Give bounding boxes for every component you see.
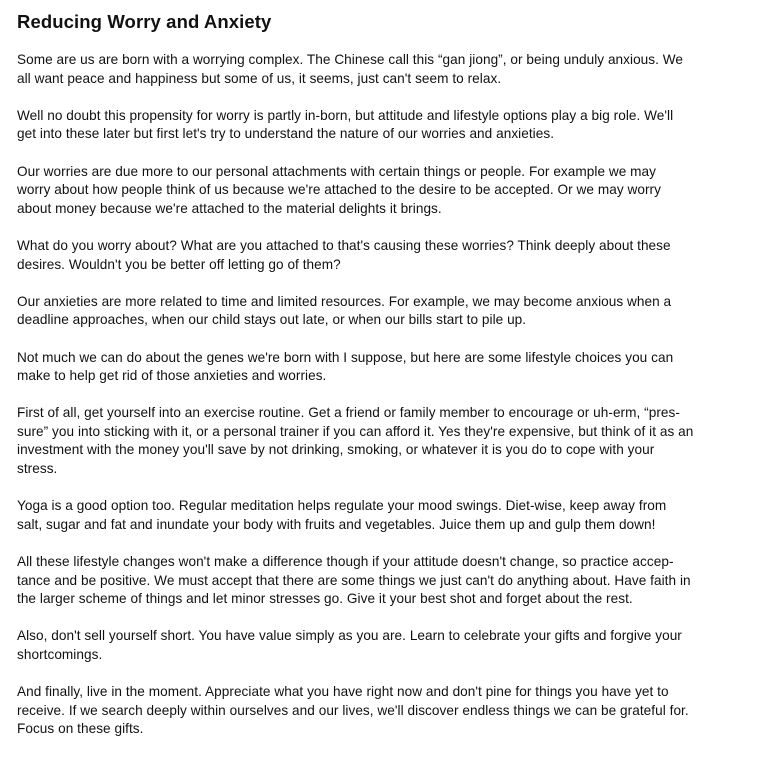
- paragraph-line: stress.: [17, 461, 58, 477]
- paragraph-line: All these lifestyle changes won't make a difference though if your attitude doesn't change, so practice accep-: [17, 554, 674, 570]
- paragraph-line: deadline approaches, when our child stays out late, or when our bills start to pile up.: [17, 312, 527, 328]
- paragraph-10: [17, 627, 759, 664]
- article-body: [17, 51, 759, 739]
- paragraph-5: [17, 293, 759, 330]
- paragraph-8: [17, 497, 759, 534]
- paragraph-line: all want peace and happiness but some of us, it seems, just can't seem to relax.: [17, 70, 502, 86]
- paragraph-6: [17, 349, 759, 386]
- paragraph-line: Not much we can do about the genes we're born with I suppose, but here are some lifestyle choices you can: [17, 349, 674, 365]
- paragraph-11: [17, 683, 759, 739]
- paragraph-line: the larger scheme of things and let minor stresses go. Give it your best shot and forget about the rest.: [17, 591, 633, 607]
- paragraph-line: desires. Wouldn't you be better off letting go of them?: [17, 256, 341, 272]
- paragraph-1: [17, 51, 759, 88]
- article: [17, 10, 759, 758]
- paragraph-line: Some are us are born with a worrying complex. The Chinese call this “gan jiong”, or being unduly anxious. We: [17, 52, 684, 67]
- paragraph-line: What do you worry about? What are you attached to that's causing these worries? Think deeply about these: [17, 237, 671, 253]
- paragraph-line: make to help get rid of those anxieties and worries.: [17, 368, 327, 384]
- paragraph-line: Yoga is a good option too. Regular meditation helps regulate your mood swings. Diet-wise, keep away from: [17, 498, 667, 514]
- article-title: Reducing Worry and Anxiety: [17, 11, 272, 32]
- paragraph-line: tance and be positive. We must accept that there are some things we just can't do anything about. Have faith in: [17, 572, 691, 588]
- paragraph-line: investment with the money you'll save by not drinking, smoking, or whatever it is you do to cope with your: [17, 442, 655, 458]
- paragraph-line: shortcomings.: [17, 647, 103, 662]
- paragraph-line: receive. If we search deeply within ourselves and our lives, we'll discover endless things we can be grateful for.: [17, 702, 689, 718]
- paragraph-line: get into these later but first let's try to understand the nature of our worries and anxieties.: [17, 126, 555, 142]
- paragraph-line: Our anxieties are more related to time and limited resources. For example, we may become anxious when a: [17, 293, 672, 309]
- paragraph-2: [17, 107, 759, 144]
- paragraph-line: salt, sugar and fat and inundate your body with fruits and vegetables. Juice them up and gulp them down!: [17, 516, 656, 532]
- paragraph-line: Well no doubt this propensity for worry is partly in-born, but attitude and lifestyle options play a big role. We'll: [17, 107, 674, 123]
- paragraph-line: sure” you into sticking with it, or a personal trainer if you can afford it. Yes they're expensive, but think of it as an: [17, 423, 694, 439]
- paragraph-4: [17, 237, 759, 274]
- paragraph-9: [17, 553, 759, 609]
- paragraph-line: Also, don't sell yourself short. You have value simply as you are. Learn to celebrate your gifts and forgive your: [17, 628, 682, 644]
- paragraph-line: And finally, live in the moment. Appreciate what you have right now and don't pine for things you have yet to: [17, 684, 669, 700]
- paragraph-line: about money because we're attached to the material delights it brings.: [17, 200, 442, 216]
- paragraph-line: First of all, get yourself into an exercise routine. Get a friend or family member to encourage or uh-erm, “pres-: [17, 405, 680, 421]
- paragraph-line: worry about how people think of us because we're attached to the desire to be accepted. Or we may worry: [17, 182, 661, 198]
- paragraph-7: [17, 404, 759, 478]
- paragraph-line: Focus on these gifts.: [17, 721, 144, 737]
- paragraph-line: Our worries are due more to our personal attachments with certain things or people. For example we may: [17, 163, 657, 179]
- paragraph-3: [17, 163, 759, 219]
